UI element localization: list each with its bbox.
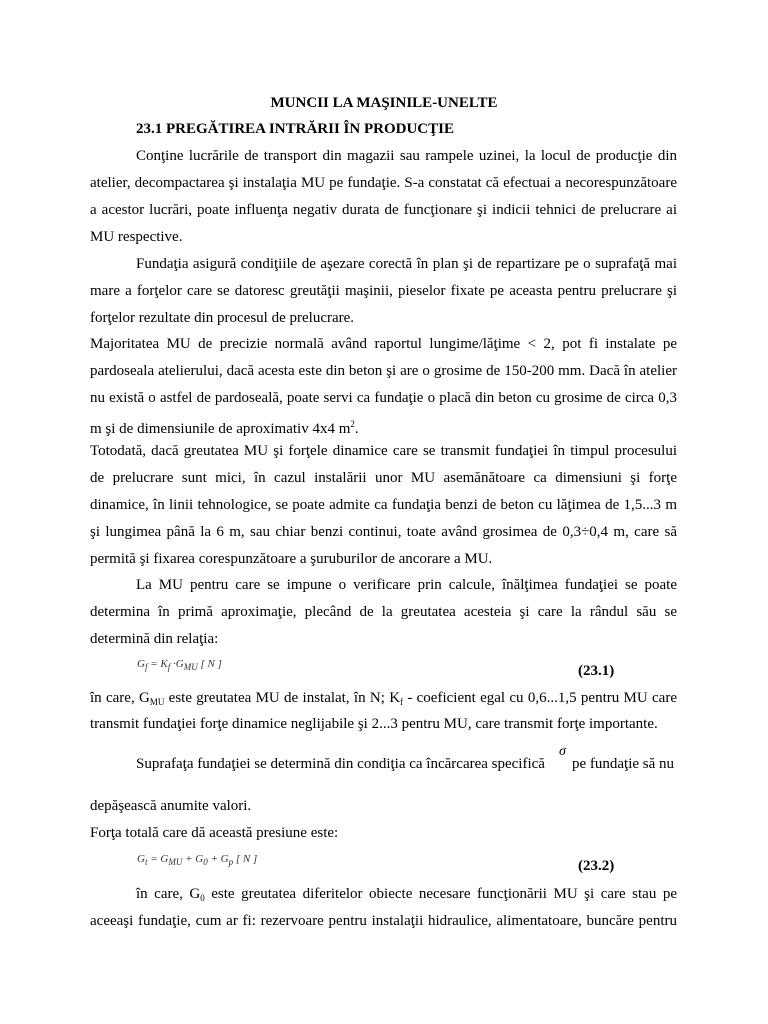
text-span: în care, G [90, 690, 150, 706]
eq-unit: [ N ] [233, 853, 258, 865]
paragraph-line: aceeaşi fundaţie, cum ar fi: rezervoare pentru instalaţii hidraulice, alimentatoare, buncăre pentru [90, 913, 677, 929]
paragraph-line: pe fundaţie să nu [572, 756, 675, 772]
eq-subscript: MU [183, 662, 198, 672]
equation-23-1 [137, 658, 222, 672]
paragraph-line [90, 416, 677, 437]
eq-symbol: + G [207, 853, 229, 865]
equation-number: (23.1) [578, 663, 615, 679]
subscript: 0 [200, 893, 205, 903]
text-span: este greutatea MU de instalat, în N; K [164, 690, 401, 706]
text-span: m şi de dimensiunile de aproximativ 4x4 m [90, 421, 351, 437]
paragraph-line: nu există o astfel de pardoseală, poate servi ca fundaţie o placă din beton cu grosime de circa 0,3 [90, 390, 677, 406]
paragraph-line: mare a forţelor care se datoresc greutăţii maşinii, pieselor fixate pe aceasta pentru prelucrare şi [90, 283, 677, 299]
paragraph-line: Majoritatea MU de precizie normală având raportul lungime/lăţime < 2, pot fi instalate pe [90, 336, 677, 352]
paragraph-line: permită şi fixarea corespunzătoare a şuruburilor de ancorare a MU. [90, 551, 493, 567]
paragraph-line: Suprafaţa fundaţiei se determină din condiţia ca încărcarea specifică [136, 756, 545, 772]
subscript: f [400, 697, 404, 707]
text-span: . [354, 421, 359, 437]
text-span: în care, G [136, 886, 201, 902]
eq-subscript: 0 [203, 857, 208, 867]
eq-subscript: t [144, 857, 148, 867]
chapter-title: MUNCII LA MAŞINILE-UNELTE [270, 95, 498, 111]
eq-subscript: MU [168, 857, 183, 867]
paragraph-line [90, 690, 677, 710]
paragraph-line: Forţa totală care dă această presiune este: [90, 825, 339, 841]
paragraph-line: şi lungimea până la 6 m, sau chiar benzi continui, toate având grosimea de 0,3÷0,4 m, care să [90, 524, 677, 540]
eq-subscript: p [228, 857, 234, 867]
equation-23-2 [137, 853, 257, 867]
paragraph-line: determină din relaţia: [90, 631, 219, 647]
superscript: 2 [350, 419, 355, 429]
paragraph-line: transmit fundaţiei forţe dinamice neglijabile şi 2...3 pentru MU, care transmit forţe importante. [90, 716, 658, 732]
paragraph-line: Conţine lucrările de transport din magazii sau rampele uzinei, la locul de producţie din [136, 148, 677, 164]
paragraph-line: La MU pentru care se impune o verificare prin calcule, înălţimea fundaţiei se poate [136, 577, 677, 593]
eq-symbol: ·G [170, 658, 184, 670]
paragraph-line: dinamice, în linii tehnologice, se poate admite ca fundaţia benzi de beton cu lăţimea de 1,5...3 m [90, 497, 677, 513]
equation-number: (23.2) [578, 858, 615, 874]
eq-symbol: + G [182, 853, 204, 865]
eq-symbol: = K [147, 658, 168, 670]
paragraph-line: pardoseala atelierului, dacă acesta este din beton şi are o grosime de 150-200 mm. Dacă în atelier [90, 363, 677, 379]
paragraph-line: Fundaţia asigură condiţiile de aşezare corectă în plan şi de repartizare pe o suprafaţă mai [136, 256, 677, 272]
paragraph-line: de prelucrare sunt mici, în cazul instalării unor MU asemănătoare ca dimensiuni şi forţe [90, 470, 677, 486]
eq-symbol: G [137, 658, 145, 670]
eq-subscript: f [144, 662, 148, 672]
paragraph-line: a acestor lucrări, poate influenţa negativ durata de funcţionare şi indicii tehnici de prelucrare ai [90, 202, 677, 218]
eq-symbol: = G [147, 853, 169, 865]
eq-symbol: G [137, 853, 145, 865]
paragraph-line: Totodată, dacă greutatea MU şi forţele dinamice care se transmit fundaţiei în timpul procesului [90, 443, 677, 459]
paragraph-line: forţelor rezultate din procesul de prelucrare. [90, 310, 355, 326]
text-span: este greutatea diferitelor obiecte necesare funcţionării MU şi care stau pe [204, 886, 678, 902]
subscript: MU [149, 697, 165, 707]
paragraph-line: determina în primă aproximaţie, plecând de la greutatea acesteia şi care la rândul său se [90, 604, 677, 620]
section-heading: 23.1 PREGĂTIREA INTRĂRII ÎN PRODUCŢIE [136, 121, 454, 137]
eq-unit: [ N ] [197, 658, 222, 670]
eq-subscript: f [167, 662, 171, 672]
paragraph-line: depăşească anumite valori. [90, 798, 252, 814]
paragraph-line: atelier, decompactarea şi instalaţia MU pe fundaţie. S-a constatat că efectuai a necorespunzătoare [90, 175, 677, 191]
paragraph-line: MU respective. [90, 229, 183, 245]
text-span: - coeficient egal cu 0,6...1,5 pentru MU care [403, 690, 677, 706]
paragraph-line [136, 886, 677, 906]
sigma-symbol: σ [559, 744, 566, 759]
